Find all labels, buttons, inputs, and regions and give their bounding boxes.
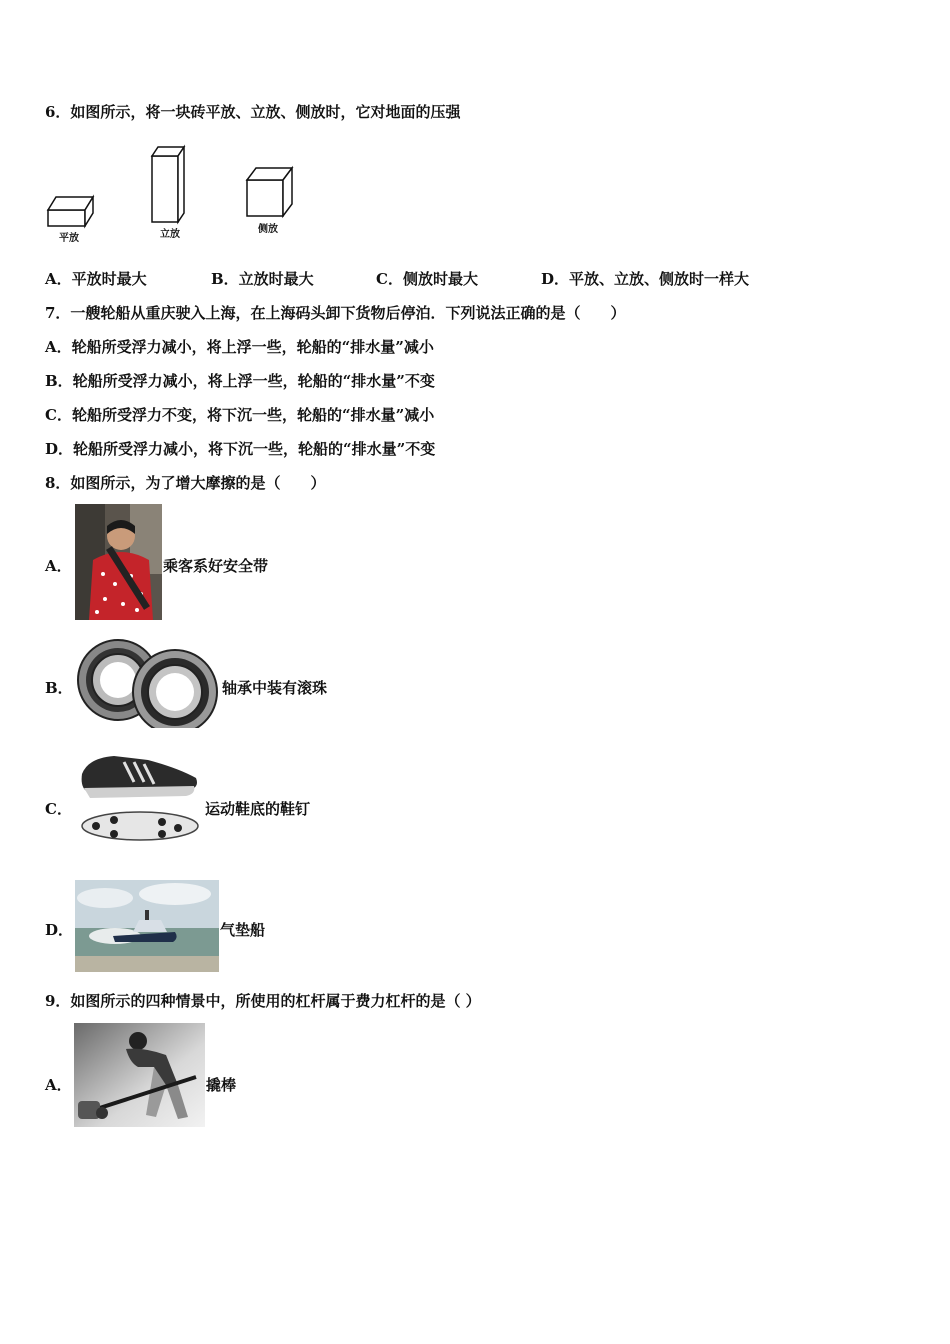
q6-option-c: C．侧放时最大 bbox=[376, 270, 478, 288]
q8-letter-a: A． bbox=[45, 557, 72, 575]
label-flat: 平放 bbox=[59, 233, 79, 244]
q7-option-d: D．轮船所受浮力减小，将下沉一些，轮船的“排水量”不变 bbox=[45, 440, 436, 458]
q8-caption-b: 轴承中装有滚珠 bbox=[222, 679, 328, 697]
cleats-photo bbox=[78, 748, 204, 848]
q9-caption-a: 撬棒 bbox=[206, 1076, 237, 1094]
label-standing: 立放 bbox=[160, 229, 180, 240]
seatbelt-photo bbox=[75, 504, 162, 620]
hovercraft-photo bbox=[75, 880, 219, 972]
q8-caption-c: 运动鞋底的鞋钉 bbox=[205, 800, 311, 818]
bearing-photo bbox=[75, 636, 220, 728]
q6-option-a: A．平放时最大 bbox=[45, 270, 147, 288]
q7-option-b: B．轮船所受浮力减小，将上浮一些，轮船的“排水量”不变 bbox=[45, 372, 435, 390]
q8-caption-a: 乘客系好安全带 bbox=[163, 557, 269, 575]
q7-option-c: C．轮船所受浮力不变，将下沉一些，轮船的“排水量”减小 bbox=[45, 406, 435, 424]
q6-option-d: D．平放、立放、侧放时一样大 bbox=[541, 270, 750, 288]
q6-stem: 6．如图所示，将一块砖平放、立放、侧放时，它对地面的压强 bbox=[45, 103, 461, 121]
q9-stem: 9．如图所示的四种情景中，所使用的杠杆属于费力杠杆的是（ ） bbox=[45, 992, 481, 1010]
q7-option-a: A．轮船所受浮力减小，将上浮一些，轮船的“排水量”减小 bbox=[45, 338, 434, 356]
q8-letter-b: B． bbox=[45, 679, 73, 697]
brick-flat bbox=[48, 197, 93, 226]
crowbar-photo bbox=[74, 1023, 205, 1127]
q7-stem: 7．一艘轮船从重庆驶入上海，在上海码头卸下货物后停泊．下列说法正确的是（ ） bbox=[45, 304, 626, 322]
q8-letter-d: D． bbox=[45, 921, 74, 939]
label-side: 侧放 bbox=[258, 224, 278, 235]
q9-letter-a: A． bbox=[45, 1076, 72, 1094]
brick-standing bbox=[152, 147, 184, 222]
q8-letter-c: C． bbox=[45, 800, 72, 818]
brick-side bbox=[247, 168, 292, 216]
bearing-right bbox=[133, 650, 217, 728]
q6-option-b: B．立放时最大 bbox=[211, 270, 314, 288]
q8-caption-d: 气垫船 bbox=[220, 921, 266, 939]
q8-stem: 8．如图所示，为了增大摩擦的是（ ） bbox=[45, 474, 326, 492]
